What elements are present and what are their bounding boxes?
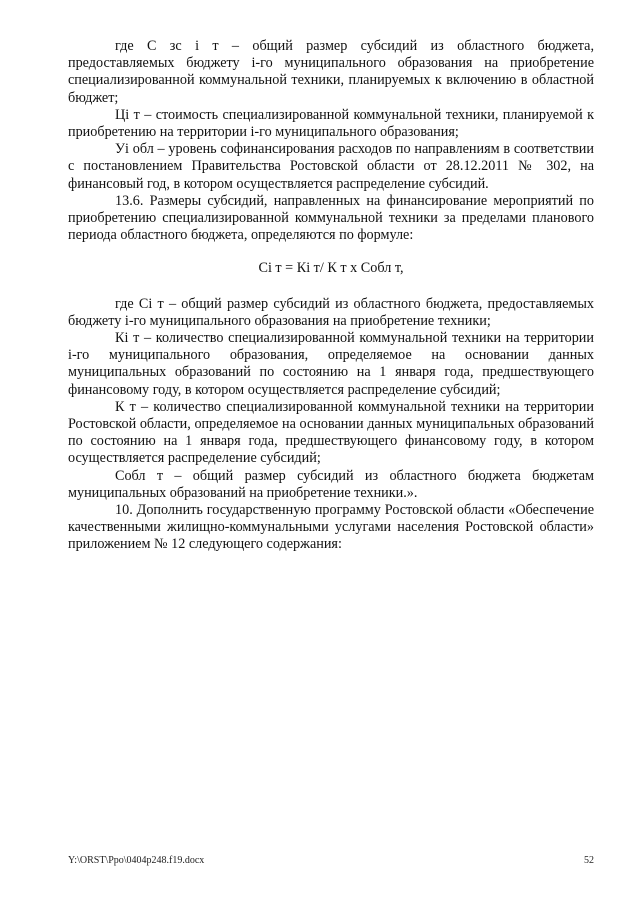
paragraph-section-13-6: 13.6. Размеры субсидий, направленных на финансирование мероприятий по приобретению специализированной коммунальной техники за пределами планового периода областного бюджета, определяются по формуле: — [68, 192, 594, 244]
document-body — [68, 38, 594, 554]
paragraph-definition-ki-t: Кі т – количество специализированной коммунальной техники на территории і-го муниципального образования, определяемое на основании данных муниципальных образований по состоянию на 1 января года, предшествующего финансовому году, в котором осуществляется распределение субсидий; — [68, 330, 594, 398]
paragraph-definition-sobl-t: Собл т – общий размер субсидий из областного бюджета бюджетам муниципальных образований на приобретение техники.». — [68, 467, 594, 501]
footer-page-number: 52 — [584, 855, 594, 866]
footer-file-path: Y:\ORST\Ppo\0404p248.f19.docx — [68, 855, 205, 866]
paragraph-item-10: 10. Дополнить государственную программу Ростовской области «Обеспечение качественными жилищно-коммунальными услугами населения Ростовской области» приложением № 12 следующего содержания: — [68, 502, 594, 553]
paragraph-definition-c-zs: где С зс і т – общий размер субсидий из областного бюджета, предоставляемых бюджету і-го муниципального образования на приобретение специализированной коммунальной техники, планируемых к включению в областной бюджет; — [68, 38, 594, 106]
paragraph-definition-ci: Ці т – стоимость специализированной коммунальной техники, планируемой к приобретению на территории і-го муниципального образования; — [68, 106, 594, 141]
paragraph-definition-ui-obl: Уі обл – уровень софинансирования расходов по направлениям в соответствии с постановлением Правительства Ростовской области от 28.12.2011 № 302, на финансовый год, в котором осуществляется распределение субсидий. — [68, 141, 594, 192]
paragraph-definition-k-t: К т – количество специализированной коммунальной техники на территории Ростовской области, определяемое на основании данных муниципальных образований по состоянию на 1 января года, предшествующего финансовому году, в котором осуществляется распределение субсидий; — [68, 398, 594, 467]
paragraph-definition-ci-t: где Сі т – общий размер субсидий из областного бюджета, предоставляемых бюджету і-го муниципального образования на приобретение техники; — [68, 295, 594, 329]
formula: Сі т = Кі т/ К т х Собл т, — [258, 260, 404, 277]
